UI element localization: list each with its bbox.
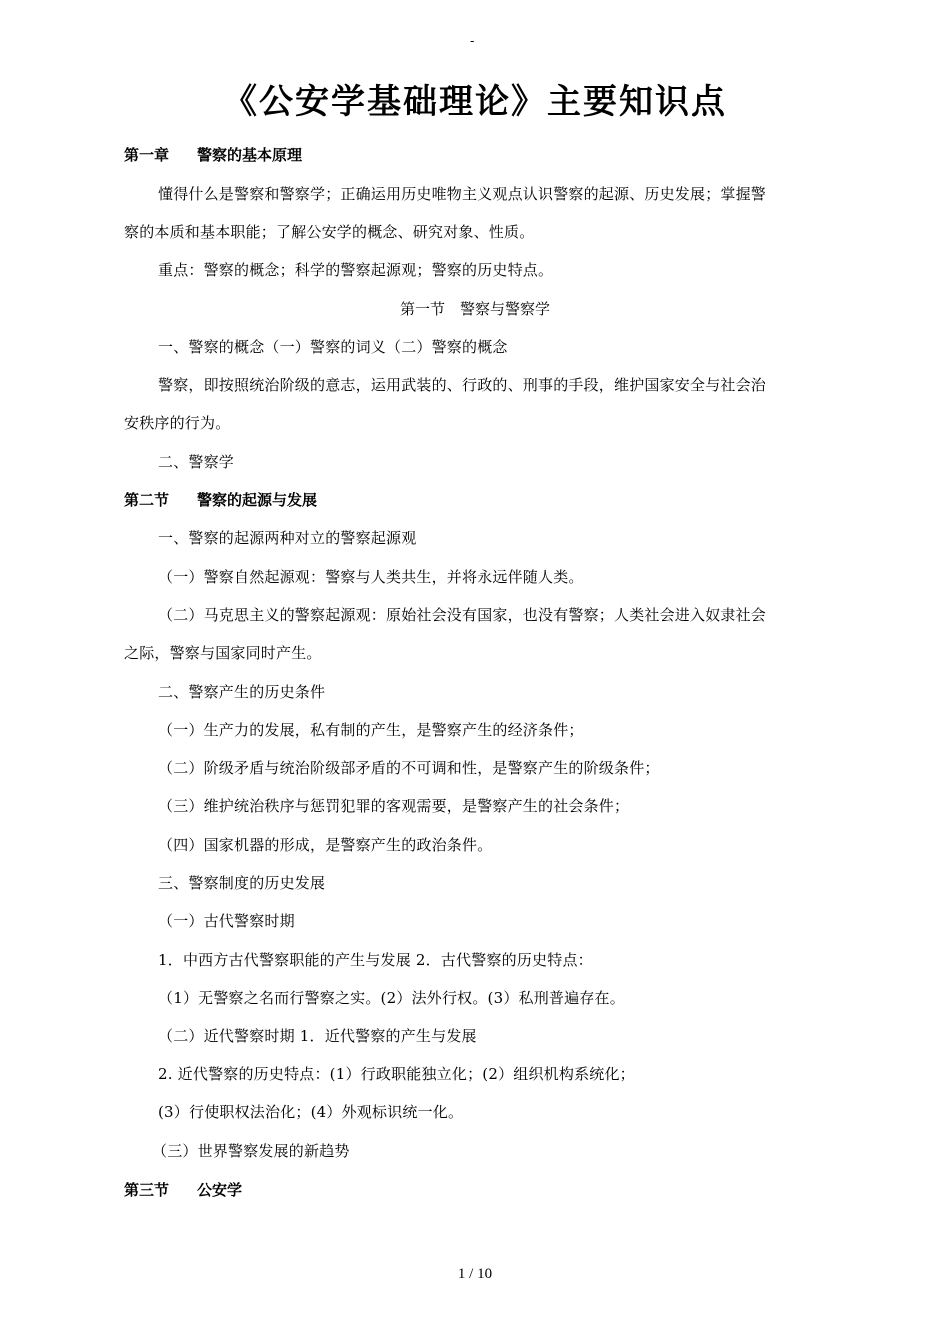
section-3-name: 公安学 (197, 1181, 243, 1199)
s1-definition-line-1: 警察，即按照统治阶级的意志，运用武装的、行政的、刑事的手段，维护国家安全与社会治 (158, 376, 767, 394)
document-title: 《公安学基础理论》主要知识点 (223, 82, 727, 122)
s1-definition-line-2: 安秩序的行为。 (124, 414, 231, 432)
s2-item-2: 二、警察产生的历史条件 (158, 683, 326, 701)
s2-item-3b: （二）近代警察时期 1．近代警察的产生与发展 (158, 1027, 477, 1045)
key-points: 重点：警察的概念；科学的警察起源观；警察的历史特点。 (158, 261, 554, 279)
section-3-number: 第三节 (124, 1181, 170, 1199)
s2-item-3: 三、警察制度的历史发展 (158, 874, 326, 892)
section-2-number: 第二节 (124, 491, 170, 509)
s2-item-3b-2: 2. 近代警察的历史特点：(1）行政职能独立化；(2）组织机构系统化； (158, 1065, 635, 1083)
s2-item-3a-2: （1）无警察之名而行警察之实。(2）法外行权。(3）私刑普遍存在。 (158, 989, 625, 1007)
section-2-heading (124, 489, 317, 510)
s2-item-3a-1: 1．中西方古代警察职能的产生与发展 2．古代警察的历史特点： (158, 951, 593, 969)
header-mark: - (470, 34, 475, 49)
s2-item-3b-3: (3）行使职权法治化；(4）外观标识统一化。 (158, 1103, 464, 1121)
intro-line-1: 懂得什么是警察和警察学；正确运用历史唯物主义观点认识警察的起源、历史发展；掌握警 (158, 185, 767, 203)
s2-item-2a: （一）生产力的发展，私有制的产生，是警察产生的经济条件； (158, 721, 584, 739)
intro-line-2: 察的本质和基本职能；了解公安学的概念、研究对象、性质。 (124, 223, 535, 241)
chapter-heading (124, 144, 302, 165)
s2-item-3a: （一）古代警察时期 (158, 912, 295, 930)
chapter-number: 第一章 (124, 146, 170, 164)
s1-item-2: 二、警察学 (158, 453, 235, 471)
s2-item-1b-line-1: （二）马克思主义的警察起源观：原始社会没有国家，也没有警察；人类社会进入奴隶社会 (158, 606, 767, 624)
page-number: 1 / 10 (457, 1266, 493, 1282)
s1-item-1: 一、警察的概念（一）警察的词义（二）警察的概念 (158, 338, 508, 356)
chapter-name: 警察的基本原理 (197, 146, 303, 164)
s2-item-2d: （四）国家机器的形成，是警察产生的政治条件。 (158, 836, 493, 854)
s2-item-3c: （三）世界警察发展的新趋势 (152, 1142, 350, 1160)
s2-item-1b-line-2: 之际，警察与国家同时产生。 (124, 644, 322, 662)
s2-item-2b: （二）阶级矛盾与统治阶级部矛盾的不可调和性，是警察产生的阶级条件； (158, 759, 660, 777)
section-1-title: 第一节 警察与警察学 (399, 300, 550, 318)
s2-item-1a: （一）警察自然起源观：警察与人类共生，并将永远伴随人类。 (158, 568, 584, 586)
section-2-name: 警察的起源与发展 (197, 491, 318, 509)
s2-item-1: 一、警察的起源两种对立的警察起源观 (158, 529, 417, 547)
section-3-heading (124, 1179, 242, 1200)
s2-item-2c: （三）维护统治秩序与惩罚犯罪的客观需要，是警察产生的社会条件； (158, 797, 630, 815)
